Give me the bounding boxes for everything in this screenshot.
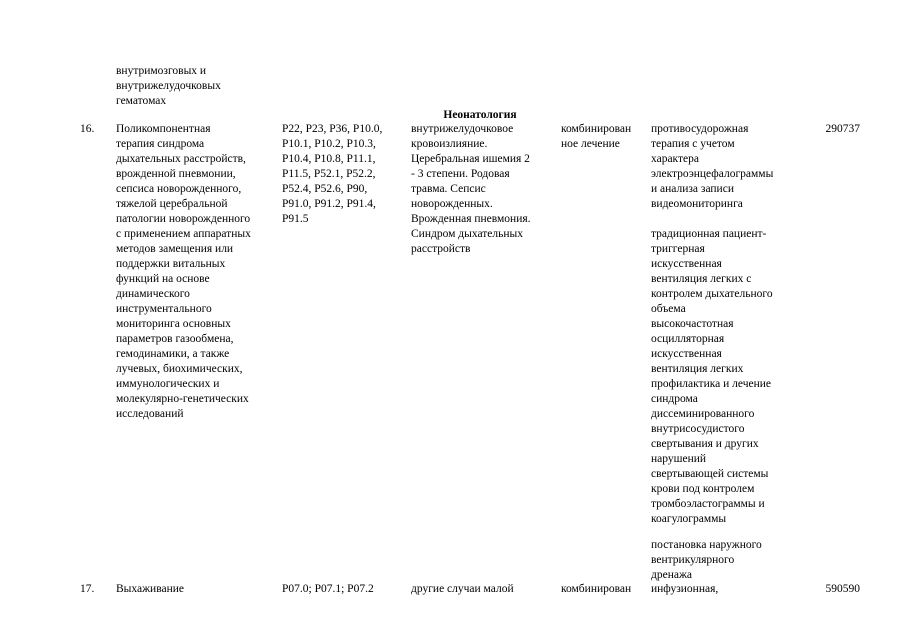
row-price: 290737	[825, 123, 860, 135]
row-number: 17.	[80, 583, 95, 595]
row-treatment-type: комбинирован	[561, 583, 632, 595]
row-method: постановка наружного вентрикулярного дренажа	[651, 539, 762, 581]
section-title: Неонатология	[443, 109, 517, 121]
row-patient-model: другие случаи малой	[411, 583, 514, 595]
row-treatment-type: комбинирован ное лечение	[561, 123, 632, 150]
row-codes: P22, P23, P36, P10.0, P10.1, P10.2, P10.3, P10.4, P10.8, P11.1, P11.5, P52.1, P52.2, P52.4, P52.6, P90, P91.0, P91.2, P91.4, P91.5	[282, 123, 383, 225]
row-method: традиционная пациент- триггерная искусственная вентиляция легких с контролем дыхательного объема высокочастотная осцилляторная искусственная вентиляция легких профилактика и лечение синдрома диссеминированного внутрисосудистого свертывания и других нарушений свертывающей системы крови под контролем тромбоэластограммы и коагулограммы	[651, 228, 773, 525]
continuation-text: внутримозговых и внутрижелудочковых гематомах	[116, 65, 221, 107]
row-name: Выхаживание	[116, 583, 184, 595]
row-method: инфузионная,	[651, 583, 719, 595]
row-name: Поликомпонентная терапия синдрома дыхательных расстройств, врожденной пневмонии, сепсиса новорожденного, тяжелой церебральной патологии новорожденного с применением аппаратных методов замещения или поддержки витальных функций на основе динамического инструментального мониторинга основных параметров газообмена, гемодинамики, а также лучевых, биохимических, иммунологических и молекулярно-генетических исследований	[116, 123, 251, 420]
row-price: 590590	[825, 583, 860, 595]
row-codes: P07.0; P07.1; P07.2	[282, 583, 374, 595]
row-number: 16.	[80, 123, 95, 135]
row-patient-model: внутрижелудочковое кровоизлияние. Церебральная ишемия 2 - 3 степени. Родовая травма. Сепсис новорожденных. Врожденная пневмония. Синдром дыхательных расстройств	[411, 123, 531, 255]
row-method: противосудорожная терапия с учетом характера электроэнцефалограммы и анализа записи видеомониторинга	[651, 123, 774, 210]
